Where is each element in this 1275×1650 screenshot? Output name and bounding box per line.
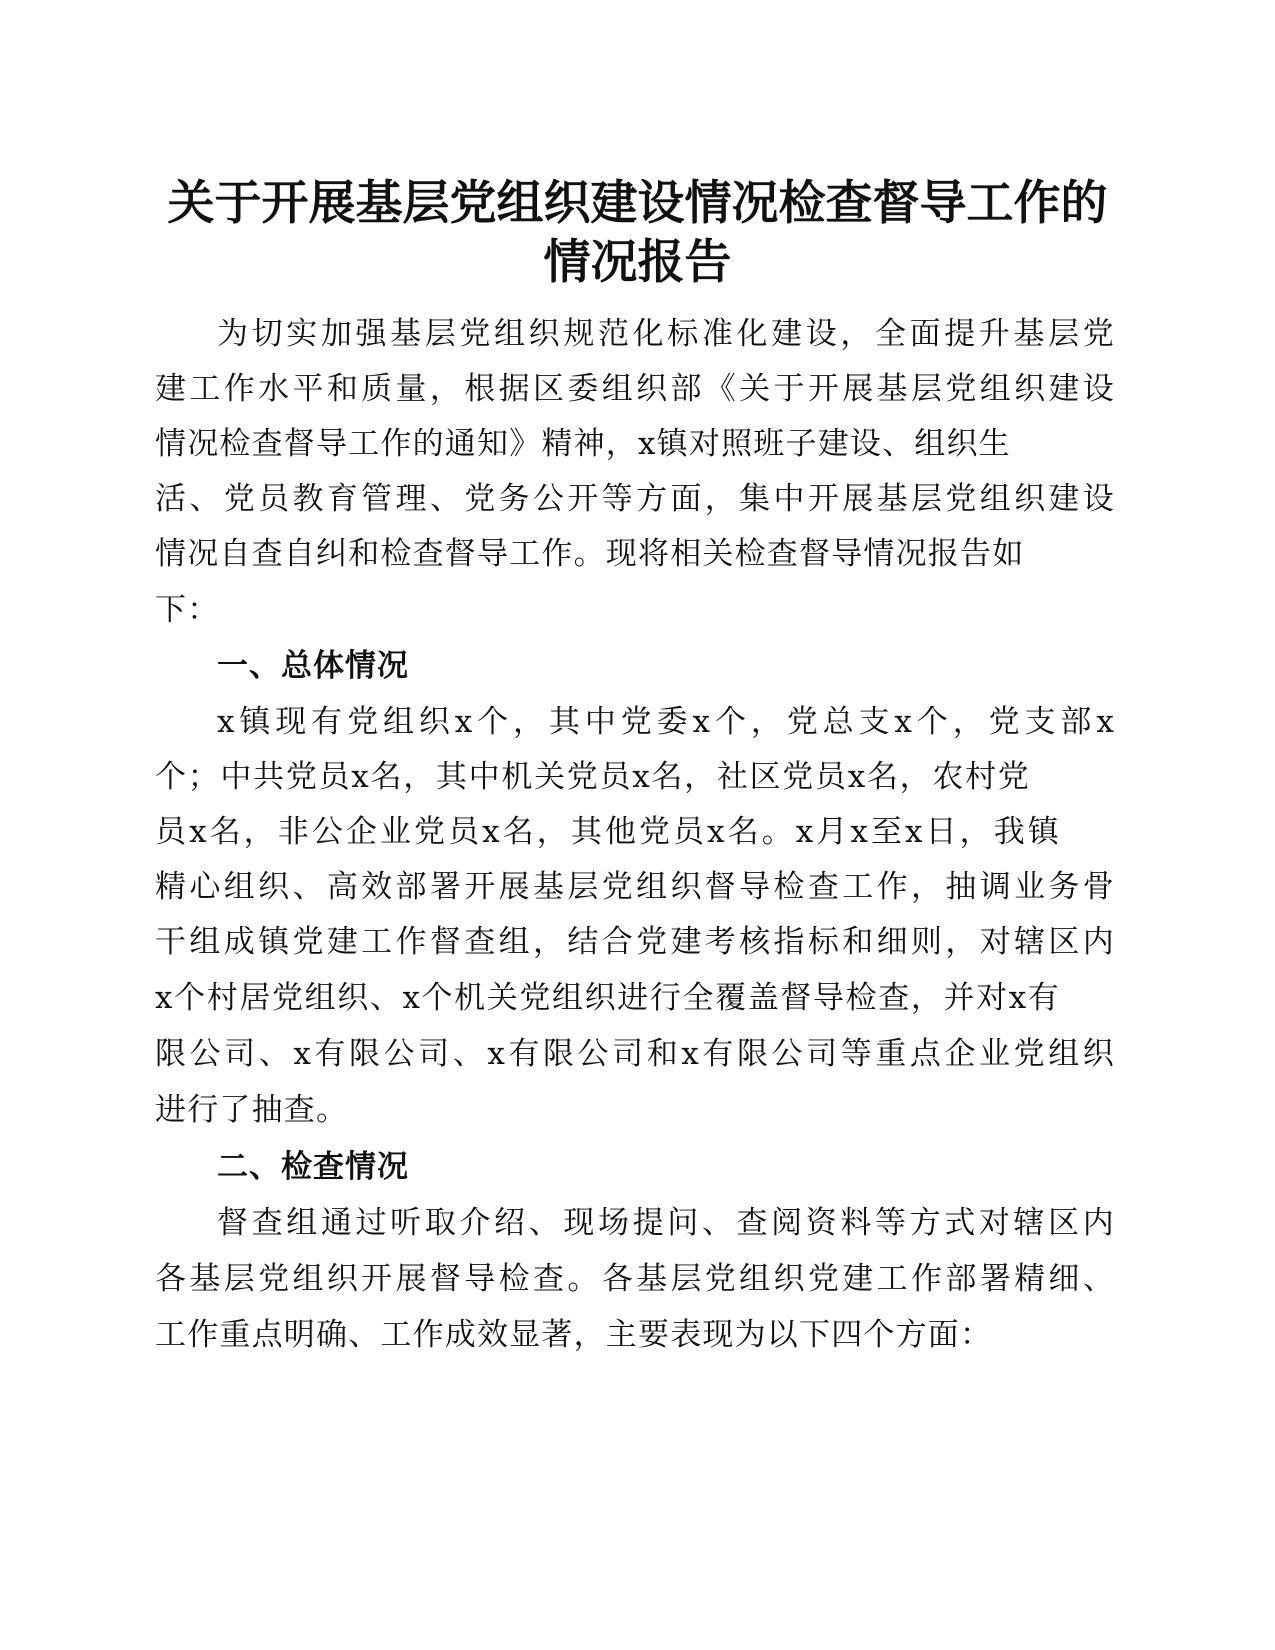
- paragraph-line: 情况自查自纠和检查督导工作。现将相关检查督导情况报告如: [155, 536, 1025, 572]
- paragraph-line: 员x名，非公企业党员x名，其他党员x名。x月x至x日，我镇: [155, 814, 1060, 850]
- paragraph-line: 个；中共党员x名，其中机关党员x名，社区党员x名，农村党: [155, 759, 1030, 795]
- paragraph-line: 各基层党组织开展督导检查。各基层党组织党建工作部署精细、: [155, 1261, 1115, 1297]
- paragraph-line: 工作重点明确、工作成效显著，主要表现为以下四个方面：: [155, 1317, 993, 1353]
- paragraph-line: 活、党员教育管理、党务公开等方面，集中开展基层党组织建设: [155, 481, 1115, 517]
- paragraph-line: 为切实加强基层党组织规范化标准化建设，全面提升基层党: [217, 316, 1115, 352]
- paragraph-line: 督查组通过听取介绍、现场提问、查阅资料等方式对辖区内: [217, 1205, 1115, 1241]
- document-title-line1: 关于开展基层党组织建设情况检查督导工作的: [167, 176, 1108, 231]
- section-heading: 二、检查情况: [217, 1149, 409, 1185]
- document-title-line2: 情况报告: [543, 235, 732, 290]
- paragraph-line: 进行了抽查。: [155, 1092, 349, 1128]
- paragraph-line: 限公司、x有限公司、x有限公司和x有限公司等重点企业党组织: [155, 1036, 1115, 1072]
- paragraph-line: x个村居党组织、x个机关党组织进行全覆盖督导检查，并对x有: [155, 980, 1060, 1016]
- paragraph-line: 建工作水平和质量，根据区委组织部《关于开展基层党组织建设: [155, 371, 1115, 407]
- paragraph-line: 下：: [155, 592, 220, 628]
- paragraph-line: x镇现有党组织x个，其中党委x个，党总支x个，党支部x: [217, 704, 1115, 740]
- section-heading: 一、总体情况: [217, 648, 409, 684]
- paragraph-line: 情况检查督导工作的通知》精神，x镇对照班子建设、组织生: [155, 426, 1011, 462]
- paragraph-line: 精心组织、高效部署开展基层党组织督导检查工作，抽调业务骨: [155, 869, 1115, 905]
- paragraph-line: 干组成镇党建工作督查组，结合党建考核指标和细则，对辖区内: [155, 924, 1115, 960]
